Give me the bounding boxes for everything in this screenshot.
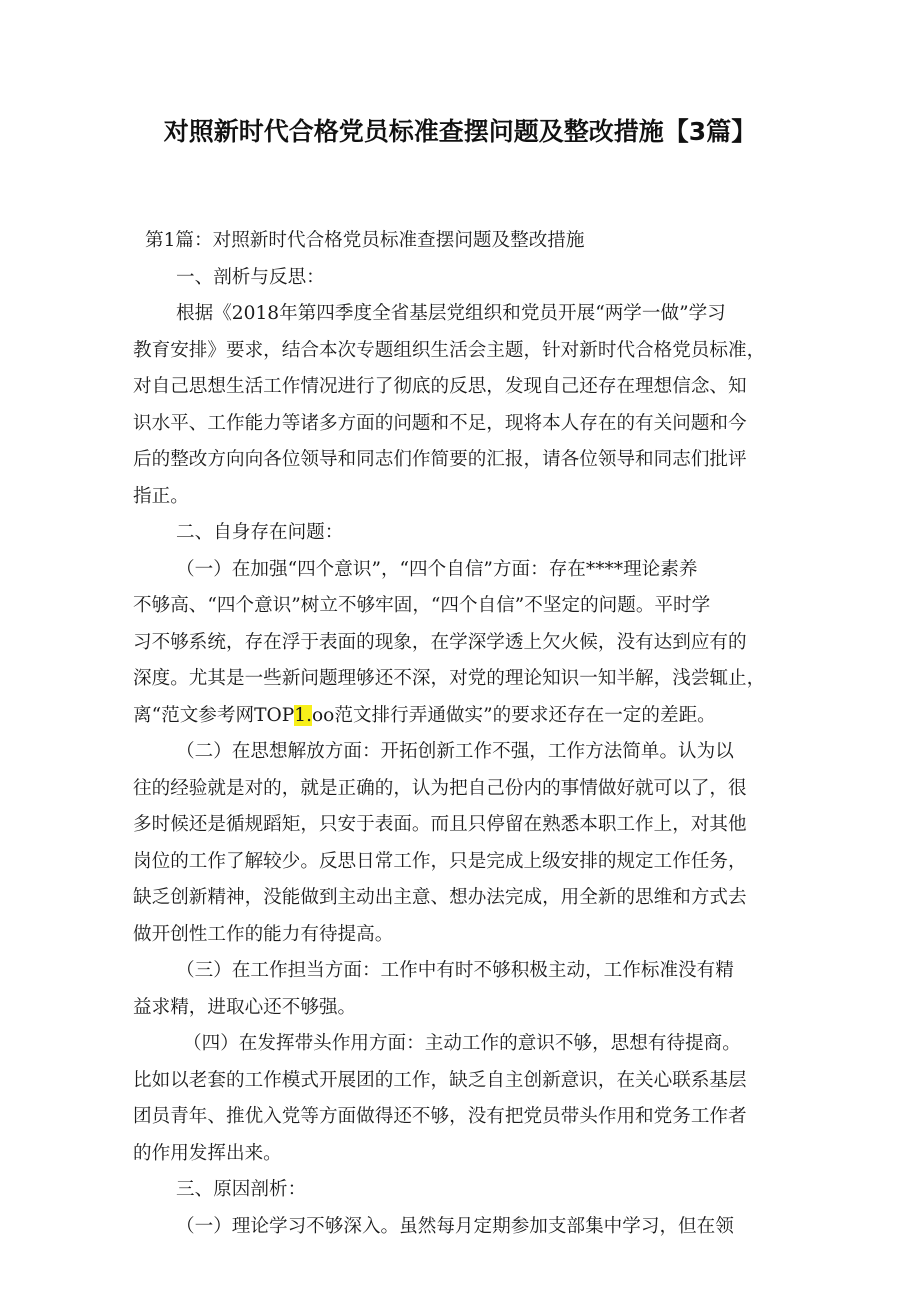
- document-body: [133, 223, 795, 1245]
- highlighted-text: 1.: [294, 704, 312, 726]
- text-segment: 离“范文参考网TOP: [133, 704, 295, 726]
- paragraph-analysis: [133, 296, 795, 515]
- paragraph-leading-role: [133, 1026, 795, 1172]
- text-line: 团员青年、推优入党等方面做得还不够，没有把党员带头作用和党务工作者: [133, 1106, 747, 1127]
- text-line: 后的整改方向向各位领导和同志们作简要的汇报，请各位领导和同志们批评: [133, 449, 747, 470]
- text-line: 益求精，进取心还不够强。: [133, 996, 357, 1018]
- paragraph-thought-liberation: [133, 734, 795, 953]
- text-line: 教育安排》要求，结合本次专题组织生活会主题，针对新时代合格党员标准，: [133, 339, 766, 361]
- text-line: 识水平、工作能力等诸多方面的问题和不足，现将本人存在的有关问题和今: [133, 412, 747, 434]
- paragraph-cause-analysis: [133, 1209, 795, 1246]
- text-line: 的作用发挥出来。: [133, 1142, 282, 1164]
- text-line: （一）理论学习不够深入。虽然每月定期参加支部集中学习，但在领: [176, 1215, 734, 1237]
- text-line: 比如以老套的工作模式开展团的工作，缺乏自主创新意识，在关心联系基层: [133, 1069, 747, 1091]
- text-line: 习不够系统，存在浮于表面的现象，在学深学透上欠火候，没有达到应有的: [133, 631, 747, 653]
- paragraph-work-responsibility: [133, 953, 795, 1026]
- document-title: 对照新时代合格党员标准查摆问题及整改措施【3篇】: [163, 117, 757, 146]
- paragraph-four-consciousness: [133, 552, 795, 735]
- text-line: 指正。: [133, 485, 189, 507]
- text-line: 做开创性工作的能力有待提高。: [133, 923, 394, 945]
- text-line: （四）在发挥带头作用方面：主动工作的意识不够，思想有待提商。: [183, 1033, 741, 1054]
- text-line: （三）在工作担当方面：工作中有时不够积极主动，工作标准没有精: [176, 960, 734, 981]
- article-heading: 第1篇：对照新时代合格党员标准查摆问题及整改措施: [145, 230, 585, 251]
- text-line: 缺乏创新精神，没能做到主动出主意、想办法完成，用全新的思维和方式去: [133, 887, 747, 908]
- text-line: 岗位的工作了解较少。反思日常工作，只是完成上级安排的规定工作任务，: [133, 850, 747, 872]
- section-heading-1: 一、剖析与反思：: [176, 266, 325, 288]
- text-line: 根据《2018年第四季度全省基层党组织和党员开展“两学一做”学习: [176, 303, 726, 324]
- text-line: [133, 698, 795, 735]
- text-line: 往的经验就是对的，就是正确的，认为把自己份内的事情做好就可以了，很: [133, 777, 747, 799]
- section-heading-2: 二、自身存在问题：: [176, 522, 344, 543]
- text-line: 对自己思想生活工作情况进行了彻底的反思，发现自己还存在理想信念、知: [133, 376, 747, 397]
- section-heading-3: 三、原因剖析：: [176, 1179, 307, 1200]
- text-line: （二）在思想解放方面：开拓创新工作不强，工作方法简单。认为以: [176, 741, 734, 762]
- text-line: 不够高、“四个意识”树立不够牢固，“四个自信”不坚定的问题。平时学: [133, 595, 711, 616]
- text-line: 多时候还是循规蹈矩，只安于表面。而且只停留在熟悉本职工作上，对其他: [133, 814, 747, 835]
- text-line: （一）在加强“四个意识”，“四个自信”方面：存在****理论素养: [176, 558, 698, 580]
- text-line: 深度。尤其是一些新问题理够还不深，对党的理论知识一知半解，浅尝辄止，: [133, 668, 766, 689]
- text-segment: oo范文排行弄通做实”的要求还存在一定的差距。: [311, 704, 716, 726]
